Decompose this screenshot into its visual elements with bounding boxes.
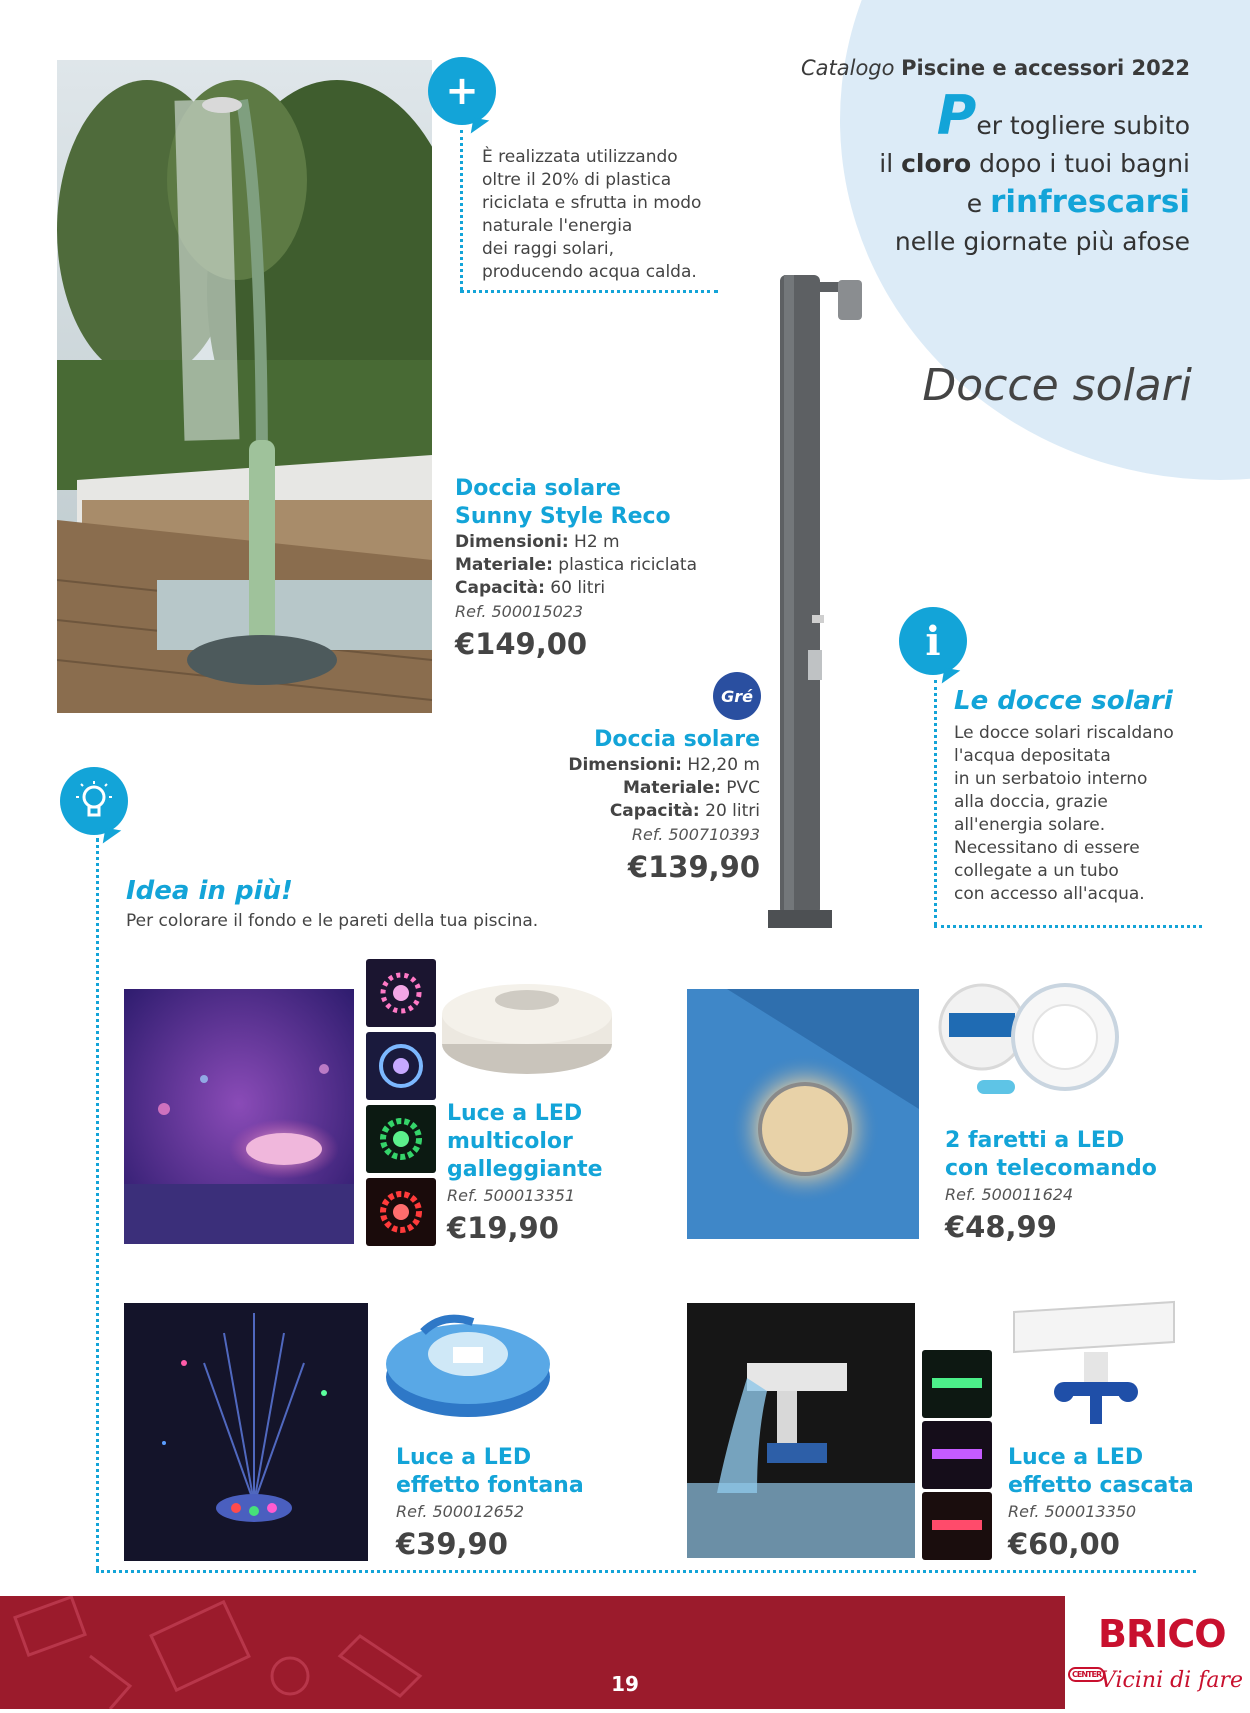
product-pvc-shower: Doccia solare Dimensioni: H2,20 m Materiale: PVC Capacità: 20 litri Ref. 500710393 €139,90	[568, 726, 760, 887]
slogan: Vicini di fare	[1100, 1668, 1243, 1693]
led-thumb-cascade-red	[922, 1492, 992, 1560]
sunny-shower-photo	[57, 60, 432, 713]
plus-info-text: È realizzata utilizzando oltre il 20% di plastica riciclata e sfrutta in modo naturale l'energia dei raggi solari, producendo acqua calda.	[482, 147, 702, 282]
brico-center-logo: BRICO $^{CENTER}$	[1098, 1612, 1250, 1700]
product-led-floating: Luce a LED multicolor galleggiante Ref. 500013351 €19,90	[447, 1100, 603, 1248]
plus-icon: +	[428, 57, 496, 125]
led-waterfall-product-photo	[1004, 1282, 1184, 1432]
led-thumb-cascade-green	[922, 1350, 992, 1418]
idea-divider-v	[96, 838, 99, 1570]
section-title: Docce solari	[922, 360, 1192, 411]
led-thumb-green	[366, 1105, 436, 1173]
led-thumb-blue	[366, 1032, 436, 1100]
led-spotlight-photo	[687, 989, 919, 1239]
docce-info-box: Le docce solari Le docce solari riscaldano l'acqua depositata in un serbatoio interno alla doccia, grazie all'energia solare. Necessitano di essere collegate a un tubo con accesso all'acqua.	[954, 686, 1174, 904]
plus-info-divider-v	[460, 130, 463, 290]
product-sunny-style: Doccia solare Sunny Style Reco Dimensioni: H2 m Materiale: plastica riciclata Capacità: 60 litri Ref. 500015023 €149,00	[455, 475, 697, 664]
led-thumb-red	[366, 1178, 436, 1246]
footer-band	[0, 1596, 1065, 1709]
led-floating-photo	[124, 989, 354, 1244]
price: €149,00	[455, 627, 588, 661]
idea-divider-h	[96, 1570, 1196, 1573]
lightbulb-icon	[60, 767, 128, 835]
product-led-fountain: Luce a LED effetto fontana Ref. 500012652 €39,90	[396, 1444, 584, 1564]
footer-tools-pattern	[0, 1596, 1065, 1709]
price: €39,90	[396, 1527, 508, 1561]
led-thumb-cascade-purple	[922, 1421, 992, 1489]
product-led-spotlights: 2 faretti a LED con telecomando Ref. 500011624 €48,99	[945, 1127, 1157, 1247]
docce-info-divider-v	[934, 680, 937, 925]
docce-info-divider-h	[934, 925, 1202, 928]
price: €139,90	[627, 850, 760, 884]
page-number: 19	[611, 1672, 639, 1696]
led-thumb-pink	[366, 959, 436, 1027]
led-floating-product-photo	[440, 972, 615, 1082]
idea-block: Idea in più! Per colorare il fondo e le pareti della tua piscina.	[126, 876, 539, 931]
product-led-waterfall: Luce a LED effetto cascata Ref. 500013350 €60,00	[1008, 1444, 1194, 1564]
price: €60,00	[1008, 1527, 1120, 1561]
pvc-shower-photo	[760, 270, 870, 935]
info-icon: i	[899, 607, 967, 675]
tagline: Per togliere subito il cloro dopo i tuoi bagni e rinfrescarsi nelle giornate più afose	[879, 84, 1190, 256]
price: €48,99	[945, 1210, 1057, 1244]
plus-info-divider-h	[460, 290, 718, 293]
gre-brand-badge: Gré	[713, 672, 761, 720]
catalog-title: Catalogo Piscine e accessori 2022	[800, 56, 1190, 80]
led-waterfall-photo	[687, 1303, 915, 1558]
led-fountain-photo	[124, 1303, 368, 1561]
led-spotlight-product-photo	[937, 975, 1122, 1100]
led-fountain-product-photo	[383, 1302, 553, 1422]
price: €19,90	[447, 1211, 559, 1245]
